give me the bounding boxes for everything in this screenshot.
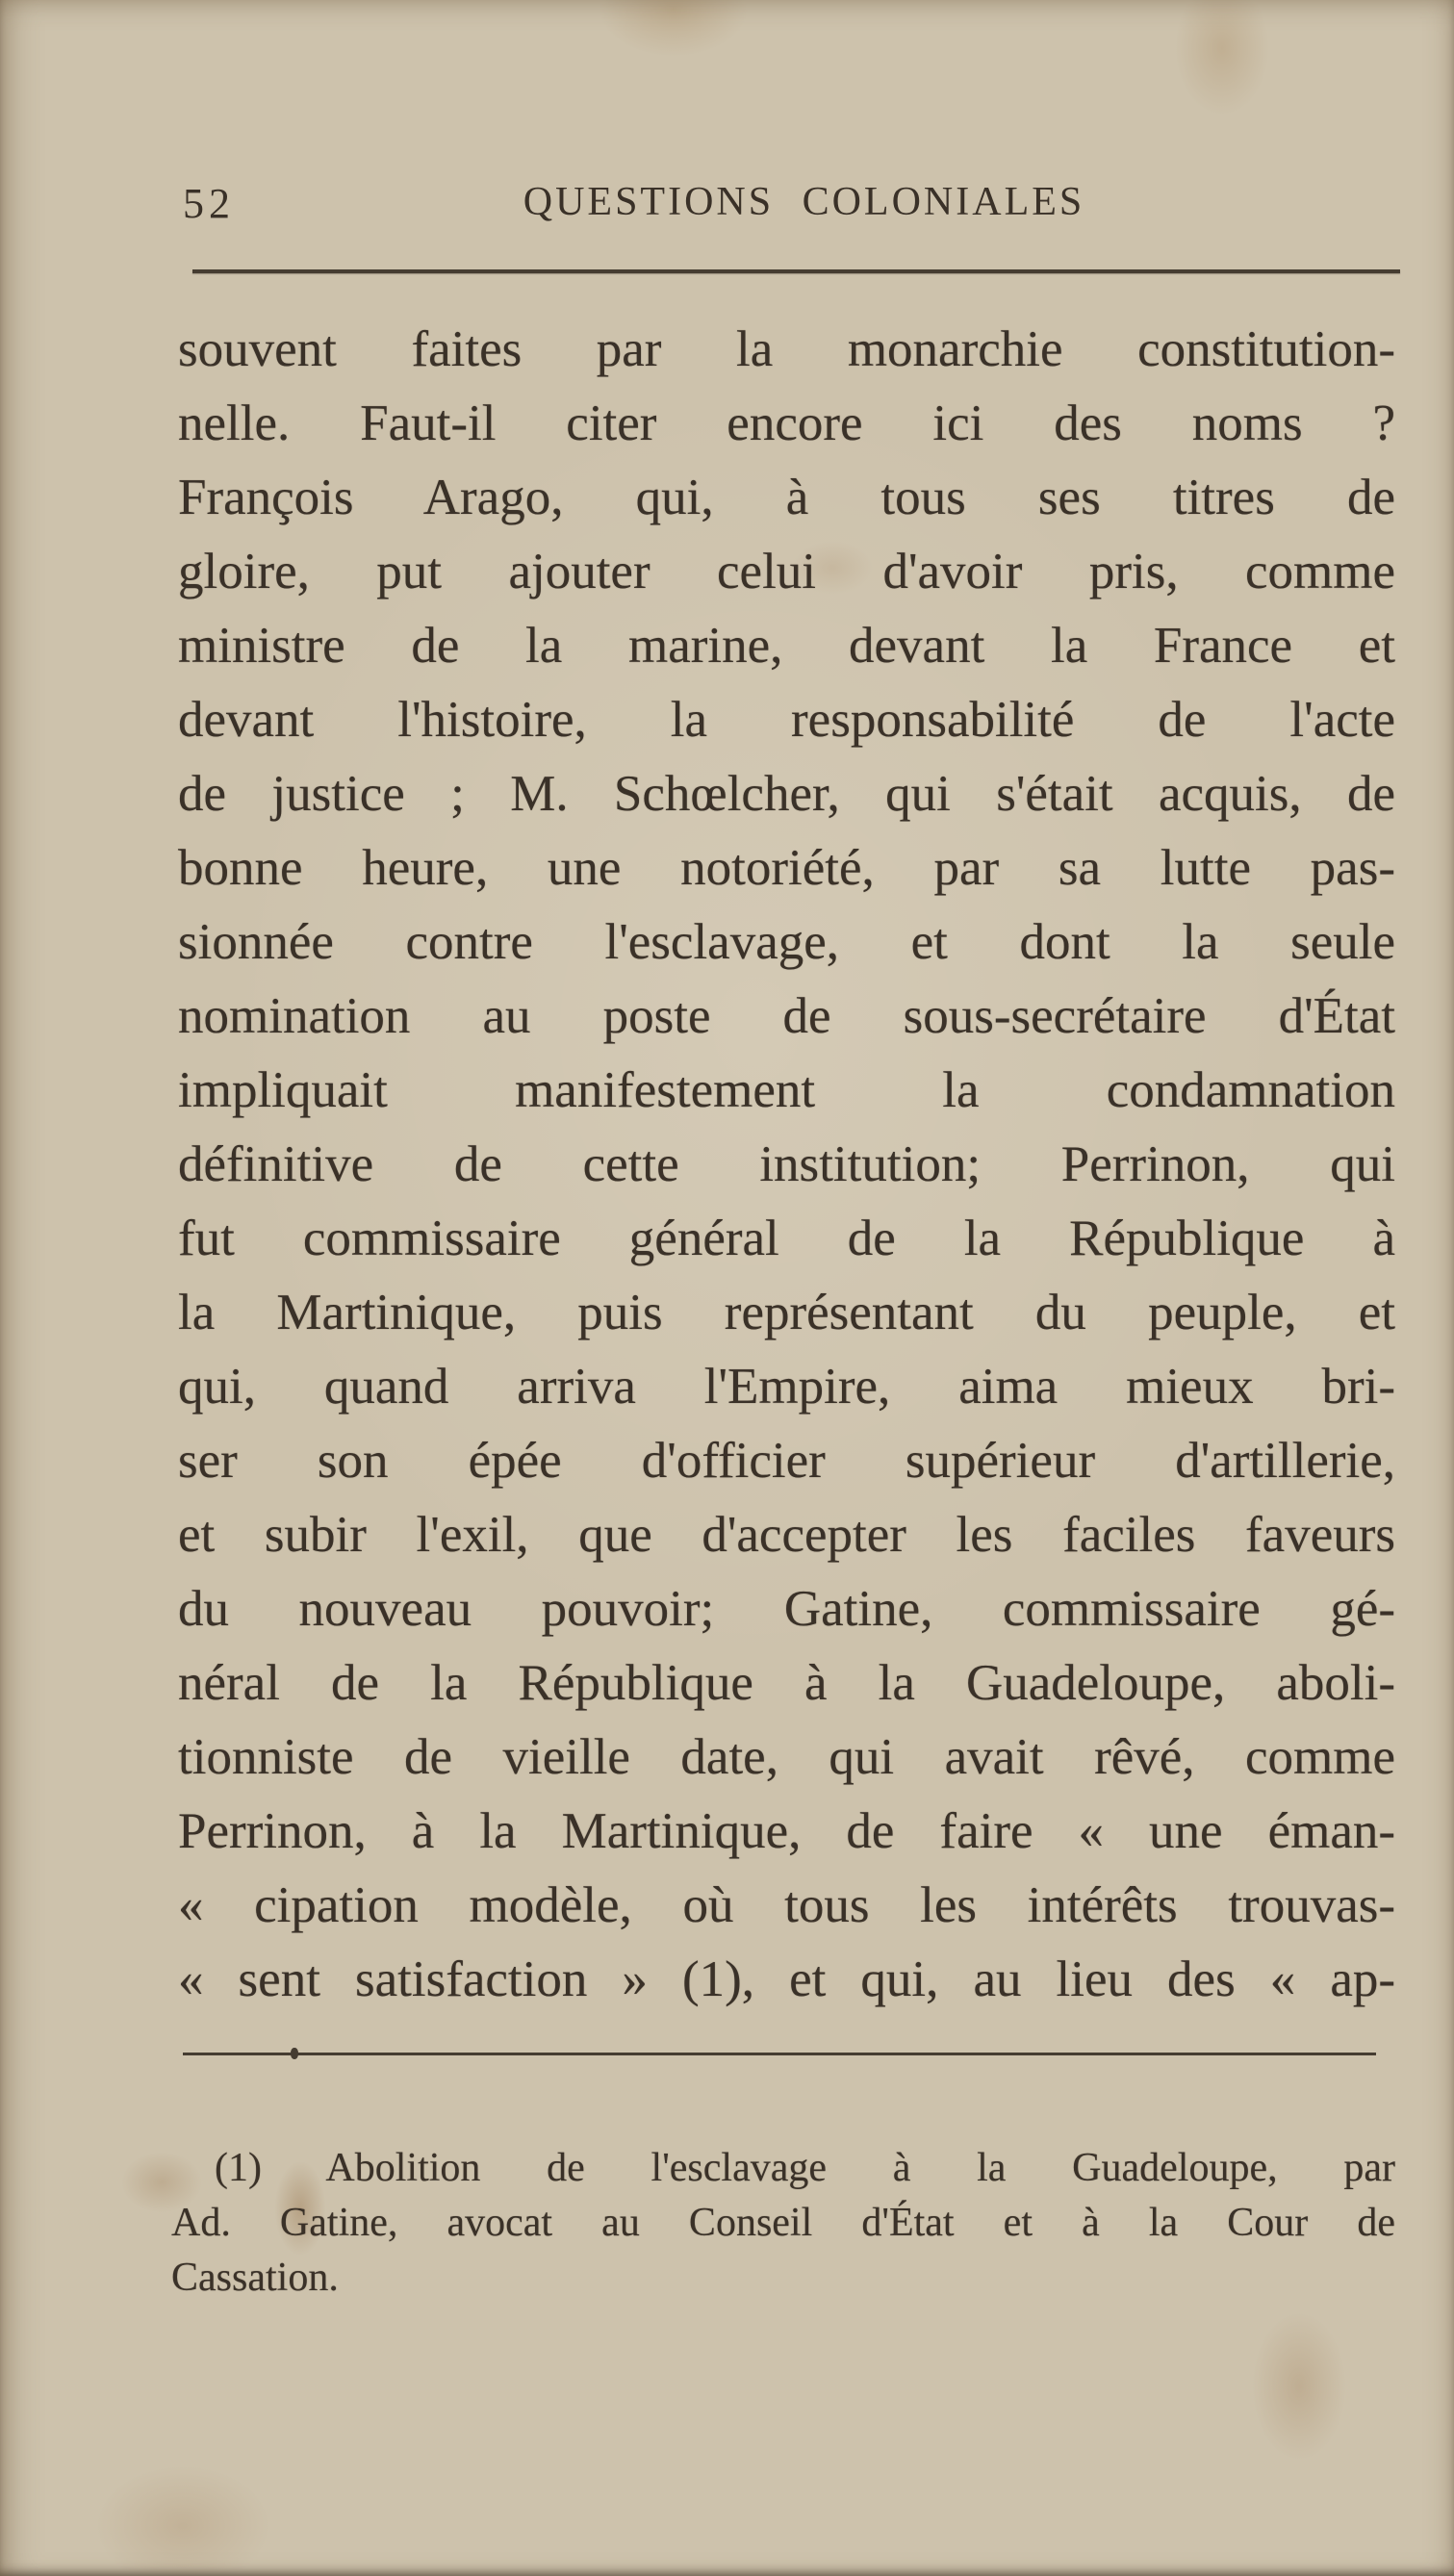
page-number: 52 [183,180,235,227]
footnote-line: Ad. Gatine, avocat au Conseil d'État et à la Cour de [171,2201,1395,2245]
body-line: bonne heure, une notoriété, par sa lutte pas- [178,840,1395,896]
body-line: définitive de cette institution; Perrinon, qui [178,1136,1395,1192]
footnote-rule [183,2053,1376,2055]
body-line: de justice ; M. Schœlcher, qui s'était acquis, de [178,766,1395,822]
body-line: impliquait manifestement la condamnation [178,1062,1395,1118]
footnote-line: (1) Abolition de l'esclavage à la Guadeloupe, par [215,2146,1395,2190]
running-title: QUESTIONS COLONIALES [523,180,1085,224]
body-line: du nouveau pouvoir; Gatine, commissaire gé- [178,1581,1395,1637]
footnote [171,2141,1395,2306]
body-line: devant l'histoire, la responsabilité de l'acte [178,692,1395,748]
body-line: François Arago, qui, à tous ses titres de [178,470,1395,525]
body-text [178,313,1395,2017]
body-line: « cipation modèle, où tous les intérêts trouvas- [178,1877,1395,1933]
body-line: ministre de la marine, devant la France et [178,618,1395,674]
body-line: sionnée contre l'esclavage, et dont la seule [178,914,1395,970]
body-line: nelle. Faut-il citer encore ici des noms ? [178,395,1395,451]
body-line: « sent satisfaction » (1), et qui, au lieu des « ap- [178,1951,1395,2007]
body-line: souvent faites par la monarchie constitution- [178,321,1395,377]
body-line: ser son épée d'officier supérieur d'artillerie, [178,1433,1395,1489]
body-line: qui, quand arriva l'Empire, aima mieux bri- [178,1359,1395,1415]
body-line: Perrinon, à la Martinique, de faire « une éman- [178,1803,1395,1859]
body-line: néral de la République à la Guadeloupe, aboli- [178,1655,1395,1711]
body-line: la Martinique, puis représentant du peuple, et [178,1285,1395,1340]
page-header [178,179,1395,229]
body-line: et subir l'exil, que d'accepter les faciles faveurs [178,1507,1395,1563]
header-rule [192,269,1400,273]
body-line: gloire, put ajouter celui d'avoir pris, comme [178,544,1395,599]
footnote-line: Cassation. [171,2256,339,2300]
body-line: nomination au poste de sous-secrétaire d'État [178,988,1395,1044]
body-line: fut commissaire général de la République à [178,1211,1395,1266]
body-line: tionniste de vieille date, qui avait rêvé, comme [178,1729,1395,1785]
